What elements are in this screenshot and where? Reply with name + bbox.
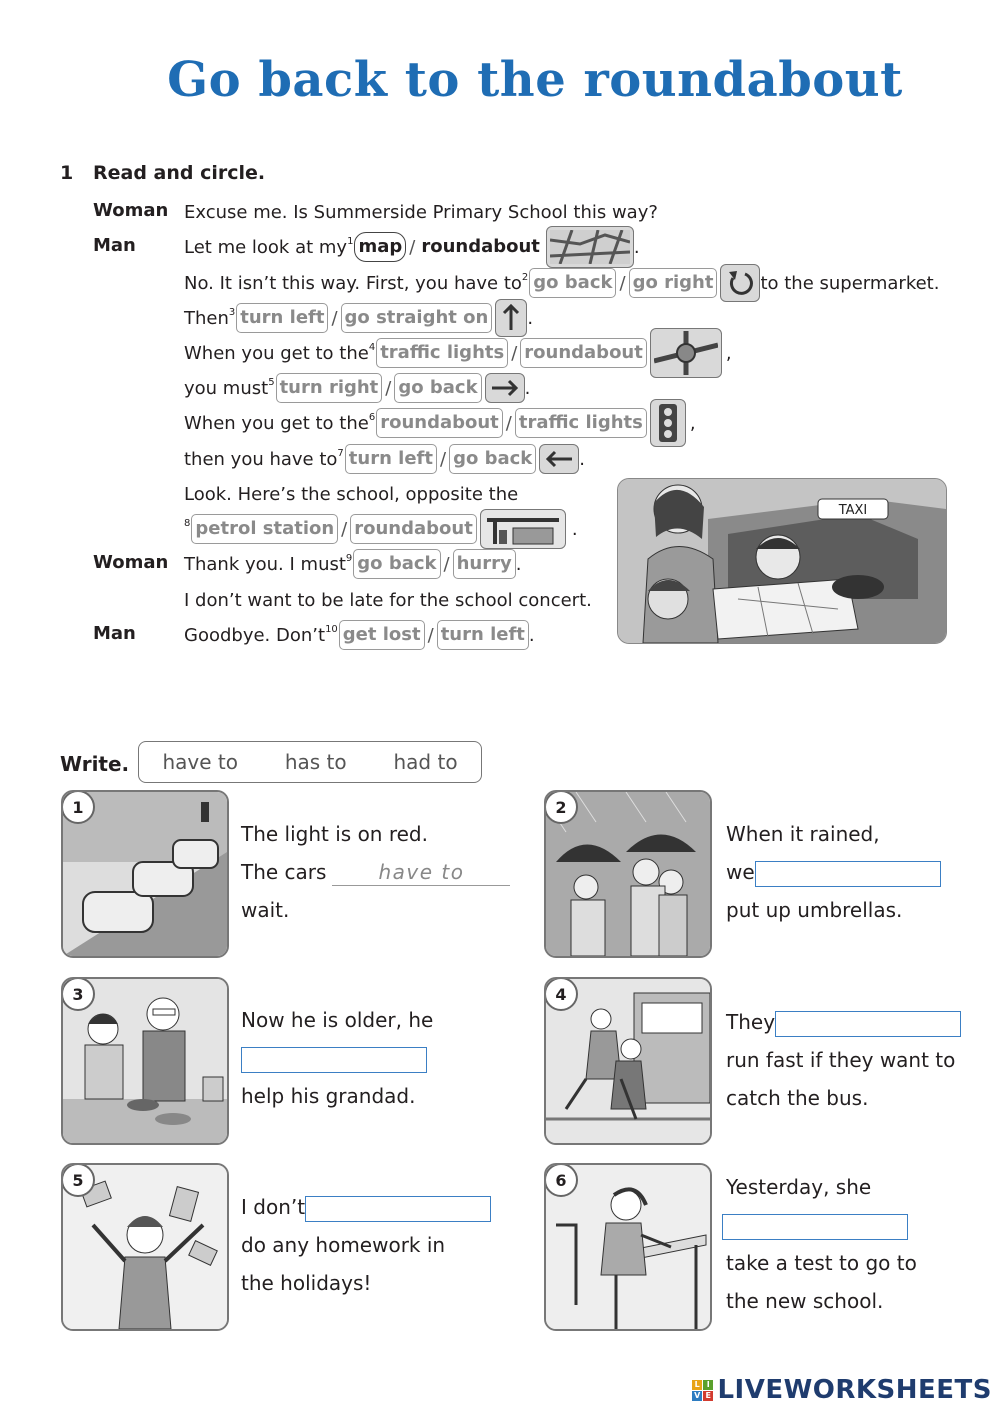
item-text: They run fast if they want to catch the bus. [726, 1003, 961, 1117]
arrow-right-icon [485, 373, 525, 403]
item-number: 3 [61, 977, 95, 1011]
dialogue-line: you must $^5$ turn right / go back . [184, 371, 530, 405]
dialogue-line: Excuse me. Is Summerside Primary School this way? [184, 201, 658, 223]
exercise-picture [544, 1163, 712, 1331]
choice-option[interactable]: roundabout [350, 514, 477, 544]
dialogue-line: Let me look at my $^1$ map / roundabout . [184, 230, 640, 264]
answer-input[interactable] [722, 1214, 908, 1240]
map-icon [546, 226, 634, 268]
exercise-picture [61, 1163, 229, 1331]
answer-input[interactable] [305, 1196, 491, 1222]
speaker-woman: Woman [93, 552, 169, 573]
page-title: Go back to the roundabout [167, 52, 903, 108]
item-number: 4 [544, 977, 578, 1011]
choice-option[interactable]: roundabout [376, 408, 503, 438]
section-instruction: Read and circle. [93, 162, 266, 184]
choice-option[interactable]: go back [529, 268, 616, 298]
choice-option[interactable]: roundabout [520, 338, 647, 368]
choice-option[interactable]: turn left [437, 620, 529, 650]
choice-option[interactable]: go back [353, 549, 440, 579]
item-text: The light is on red. The cars have to wait. [241, 815, 510, 929]
u-turn-icon [720, 264, 760, 302]
section-number: 1 [60, 162, 74, 184]
item-text: Yesterday, she take a test to go to the new school. [722, 1168, 917, 1320]
speaker-man: Man [93, 235, 136, 256]
brand-logo-icon: L I V E [692, 1380, 713, 1401]
choice-option[interactable]: go back [394, 373, 481, 403]
dialogue-line: I don’t want to be late for the school concert. [184, 589, 592, 611]
write-instruction: Write. [60, 752, 130, 776]
word-bank-item: have to [162, 750, 238, 774]
choice-option[interactable]: map [354, 232, 406, 262]
dialogue-line: No. It isn’t this way. First, you have to $^2$ go back / go right to the supermarket. [184, 266, 939, 300]
dialogue-line: Thank you. I must $^9$ go back / hurry . [184, 547, 521, 581]
word-bank-item: has to [284, 750, 347, 774]
word-bank [138, 741, 482, 783]
roundabout-icon [650, 328, 722, 378]
taxi-sign: TAXI [838, 503, 868, 518]
exercise-picture [544, 977, 712, 1145]
speaker-woman: Woman [93, 200, 169, 221]
choice-option[interactable]: roundabout [421, 236, 540, 257]
item-text: When it rained, we put up umbrellas. [726, 815, 941, 929]
choice-option[interactable]: go back [449, 444, 536, 474]
dialogue-line: Goodbye. Don’t $^{10}$ get lost / turn left . [184, 618, 535, 652]
choice-option[interactable]: hurry [453, 549, 516, 579]
dialogue-line: When you get to the $^4$ traffic lights / roundabout , [184, 336, 732, 370]
choice-option[interactable]: get lost [339, 620, 425, 650]
item-number: 2 [544, 790, 578, 824]
answer-input[interactable] [775, 1011, 961, 1037]
traffic-light-icon [650, 399, 686, 447]
liveworksheets-logo: L I V E LIVEWORKSHEETS [694, 1375, 992, 1405]
dialogue-line: $^8$ petrol station / roundabout . [184, 512, 578, 546]
exercise-picture [544, 790, 712, 958]
answer-input[interactable] [241, 1047, 427, 1073]
word-bank-item: had to [393, 750, 458, 774]
arrow-up-icon [495, 299, 527, 337]
item-text: I don’t do any homework in the holidays! [241, 1188, 491, 1302]
choice-option[interactable]: traffic lights [376, 338, 508, 368]
choice-option[interactable]: turn left [345, 444, 437, 474]
item-number: 5 [61, 1163, 95, 1197]
exercise-picture [61, 790, 229, 958]
item-number: 6 [544, 1163, 578, 1197]
exercise-picture [61, 977, 229, 1145]
answer-example: have to [332, 859, 510, 886]
item-text: Now he is older, he help his grandad. [241, 1008, 434, 1108]
dialogue-line: Look. Here’s the school, opposite the [184, 483, 519, 505]
choice-option[interactable]: go right [629, 268, 718, 298]
dialogue-line: Then $^3$ turn left / go straight on . [184, 301, 533, 335]
choice-option[interactable]: petrol station [191, 514, 338, 544]
dialogue-line: When you get to the $^6$ roundabout / traffic lights , [184, 406, 696, 440]
arrow-left-icon [539, 444, 579, 474]
answer-input[interactable] [755, 861, 941, 887]
choice-option[interactable]: turn right [276, 373, 383, 403]
choice-option[interactable]: turn left [236, 303, 328, 333]
choice-option[interactable]: traffic lights [515, 408, 647, 438]
speaker-man: Man [93, 623, 136, 644]
choice-option[interactable]: go straight on [341, 303, 493, 333]
item-number: 1 [61, 790, 95, 824]
petrol-station-icon [480, 509, 566, 549]
dialogue-line: then you have to $^7$ turn left / go back . [184, 442, 585, 476]
taxi-scene-image [617, 478, 947, 644]
